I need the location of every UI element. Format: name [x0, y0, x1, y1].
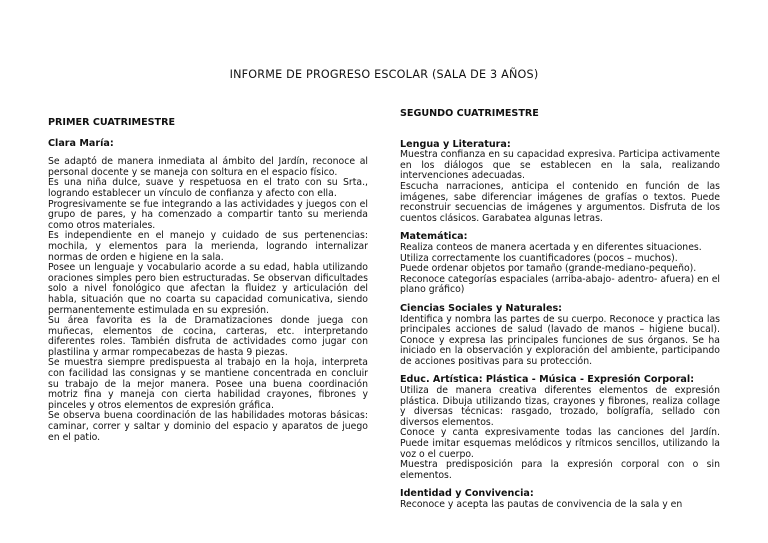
paragraph: Progresivamente se fue integrando a las actividades y juegos con el grupo de pares, y ha comenzado a compartir tanto su merienda como otros materiales.: [48, 198, 368, 231]
paragraph: Puede ordenar objetos por tamaño (grande-mediano-pequeño).: [400, 263, 697, 275]
paragraph: Posee un lenguaje y vocabulario acorde a su edad, habla utilizando oraciones simples pero bien estructuradas. Se observan dificultades solo a nivel fonológico que afectan la fluidez y articulación del habla, situación que no coarta su capacidad comunicativa, siendo permanentemente estimulada en su expresión.: [48, 262, 368, 316]
semester-heading-second: SEGUNDO CUATRIMESTRE: [400, 108, 539, 119]
section-identidad: [400, 489, 720, 510]
paragraph: Su área favorita es la de Dramatizaciones donde juega con muñecas, elementos de cocina, carteras, etc. interpretando diferentes roles. También disfruta de actividades como jugar con plastilina y armar rompecabezas de hasta 9 piezas.: [48, 315, 368, 358]
paragraph: Conoce y canta expresivamente todas las canciones del Jardín. Puede imitar esquemas melódicos y rítmicos sencillos, utilizando la voz o el cuerpo.: [400, 427, 720, 460]
paragraph: Utiliza de manera creativa diferentes elementos de expresión plástica. Dibuja utilizando tizas, crayones y fibrones, realiza collage y diversas técnicas: rasgado, trozado, bolígrafía, sellado con diversos elementos.: [400, 385, 720, 428]
left-column: [48, 118, 368, 443]
paragraph: Escucha narraciones, anticipa el contenido en función de las imágenes, sabe diferenciar imágenes de grafías o textos. Puede reconstruir secuencias de imágenes y argumentos. Disfruta de los cuentos clásicos. Garabatea algunas letras.: [400, 180, 720, 224]
paragraph: Es una niña dulce, suave y respetuosa en el trato con su Srta., logrando establecer un vínculo de confianza y afecto con ella.: [48, 177, 368, 199]
paragraph: Identifica y nombra las partes de su cuerpo. Reconoce y practica las principales acciones de salud (lavado de manos – higiene bucal). Conoce y expresa las principales funciones de sus órganos. Se ha iniciado en la observación y exploración del ambiente, participando de acciones positivas para su protección.: [400, 313, 720, 367]
section-title: Matemática:: [400, 231, 468, 243]
paragraph: Muestra predisposición para la expresión corporal con o sin elementos.: [400, 459, 720, 481]
section-lengua: [400, 140, 720, 225]
section-title: Educ. Artística: Plástica - Música - Expresión Corporal:: [400, 374, 695, 386]
paragraph: Realiza conteos de manera acertada y en diferentes situaciones.: [400, 241, 702, 253]
paragraph: Muestra confianza en su capacidad expresiva. Participa activamente en los diálogos que se establecen en la sala, realizando intervenciones adecuadas.: [400, 149, 720, 182]
section-title: Ciencias Sociales y Naturales:: [400, 302, 563, 314]
paragraph: Reconoce categorías espaciales (arriba-abajo- adentro- afuera) en el plano gráfico): [400, 273, 720, 296]
paragraph: Es independiente en el manejo y cuidado de sus pertenencias: mochila, y elementos para la merienda, logrando internalizar normas de orden e higiene en la sala.: [48, 230, 368, 263]
section-ciencias: [400, 304, 720, 368]
section-title: Lengua y Literatura:: [400, 138, 511, 150]
paragraph: Utiliza correctamente los cuantificadores (pocos – muchos).: [400, 252, 678, 264]
section-artistica: [400, 375, 720, 481]
paragraph: Se adaptó de manera inmediata al ámbito del Jardín, reconoce al personal docente y se maneja con soltura en el espacio físico.: [48, 156, 368, 178]
semester-heading-first: PRIMER CUATRIMESTRE: [48, 117, 176, 128]
paragraph: Reconoce y acepta las pautas de convivencia de la sala y en: [400, 499, 683, 510]
document-title: INFORME DE PROGRESO ESCOLAR (SALA DE 3 AÑOS): [229, 68, 539, 81]
paragraph: Se muestra siempre predispuesta al trabajo en la hoja, interpreta con facilidad las consignas y se mantiene concentrada en concluir su trabajo de la mejor manera. Posee una buena coordinación motriz fina y maneja con cierta habilidad crayones, fibrones y pinceles y otros elementos de expresión gráfica.: [48, 357, 368, 411]
paragraph: Se observa buena coordinación de las habilidades motoras básicas: caminar, correr y saltar y dominio del espacio y aparatos de juego en el patio.: [48, 410, 368, 443]
section-title: Identidad y Convivencia:: [400, 488, 534, 500]
section-matematica: [400, 232, 720, 296]
right-column: [400, 108, 720, 510]
student-name: Clara María:: [48, 137, 114, 149]
